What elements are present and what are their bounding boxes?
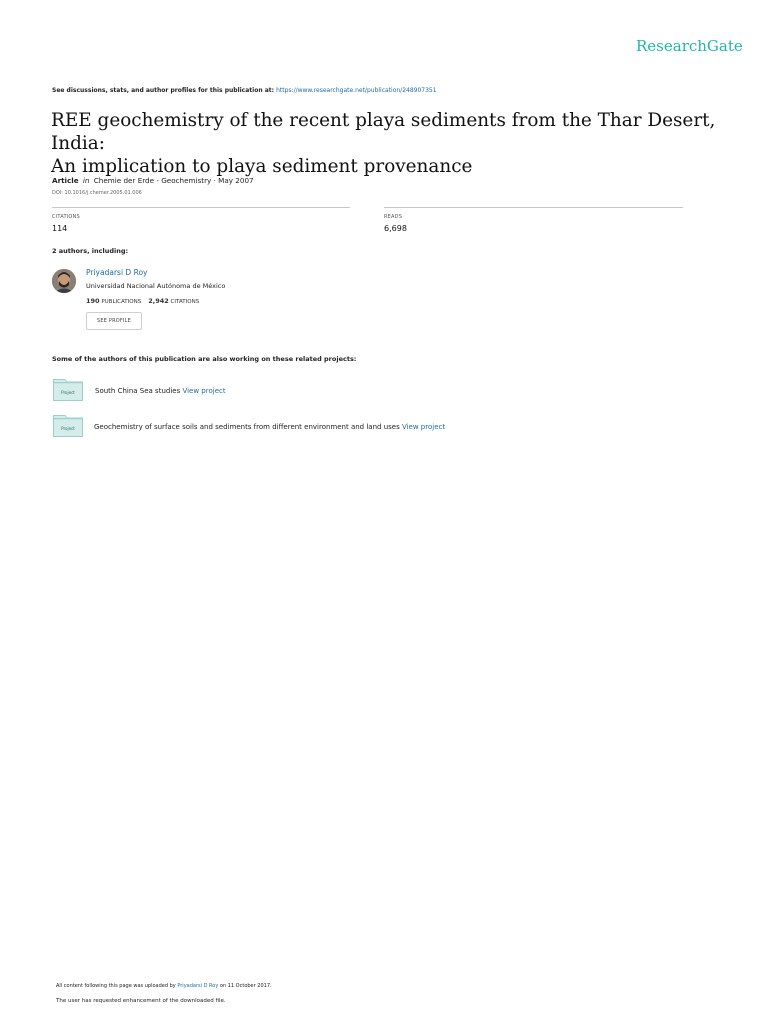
citations-divider: [52, 207, 350, 208]
see-profile-button[interactable]: SEE PROFILE: [86, 312, 142, 330]
article-title: [51, 109, 731, 178]
citations-value: 114: [52, 224, 68, 233]
reads-label: READS: [384, 214, 403, 220]
project-icon: [53, 379, 83, 405]
enhancement-note: The user has requested enhancement of the downloaded file.: [56, 998, 226, 1004]
avatar-image: [52, 269, 76, 293]
see-discussions-text: See discussions, stats, and author profiles for this publication at:: [52, 87, 275, 94]
folder-icon: [53, 379, 83, 401]
project-icon: [53, 415, 83, 441]
project-item: [94, 423, 445, 431]
researchgate-logo[interactable]: ResearchGate: [636, 37, 743, 55]
see-discussions-line: [52, 87, 437, 94]
article-doi: DOI: 10.1016/j.chemer.2005.01.006: [52, 190, 142, 196]
author-name-link[interactable]: Priyadarsi D Roy: [86, 268, 148, 277]
view-project-link[interactable]: View project: [401, 423, 446, 431]
project-icon-label: Project: [61, 426, 75, 431]
uploader-link[interactable]: Priyadarsi D Roy: [177, 983, 219, 989]
project-name: Geochemistry of surface soils and sediments from different environment and land uses: [94, 423, 400, 431]
folder-icon: [53, 415, 83, 437]
author-publications-label: PUBLICATIONS: [101, 299, 142, 305]
view-project-link[interactable]: View project: [182, 387, 226, 395]
authors-heading: 2 authors, including:: [52, 247, 129, 255]
article-meta: [52, 176, 254, 185]
publication-url-link[interactable]: https://www.researchgate.net/publication/248907351: [276, 87, 437, 94]
citations-label: CITATIONS: [52, 214, 80, 220]
article-in-word: in: [82, 176, 90, 185]
uploaded-suffix: on 11 October 2017.: [219, 983, 272, 989]
author-avatar[interactable]: [52, 269, 76, 293]
article-type: Article: [52, 176, 79, 185]
author-citations-count: 2,942: [148, 297, 169, 305]
reads-value: 6,698: [384, 224, 407, 233]
uploaded-prefix: All content following this page was uploaded by: [56, 983, 176, 989]
project-name: South China Sea studies: [95, 387, 181, 395]
reads-divider: [384, 207, 683, 208]
article-title-line-2: An implication to playa sediment provenance: [51, 156, 473, 177]
related-projects-heading: Some of the authors of this publication are also working on these related projects:: [52, 355, 357, 363]
article-journal-date: Chemie der Erde - Geochemistry · May 2007: [93, 176, 254, 185]
author-counts: [86, 297, 199, 305]
author-affiliation: Universidad Nacional Autónoma de México: [86, 282, 226, 290]
author-citations-label: CITATIONS: [170, 299, 200, 305]
project-icon-label: Project: [61, 390, 75, 395]
project-item: [95, 387, 226, 395]
uploaded-note: [56, 983, 272, 989]
author-publications-count: 190: [86, 297, 100, 305]
article-title-line-1: REE geochemistry of the recent playa sediments from the Thar Desert, India:: [51, 110, 716, 154]
